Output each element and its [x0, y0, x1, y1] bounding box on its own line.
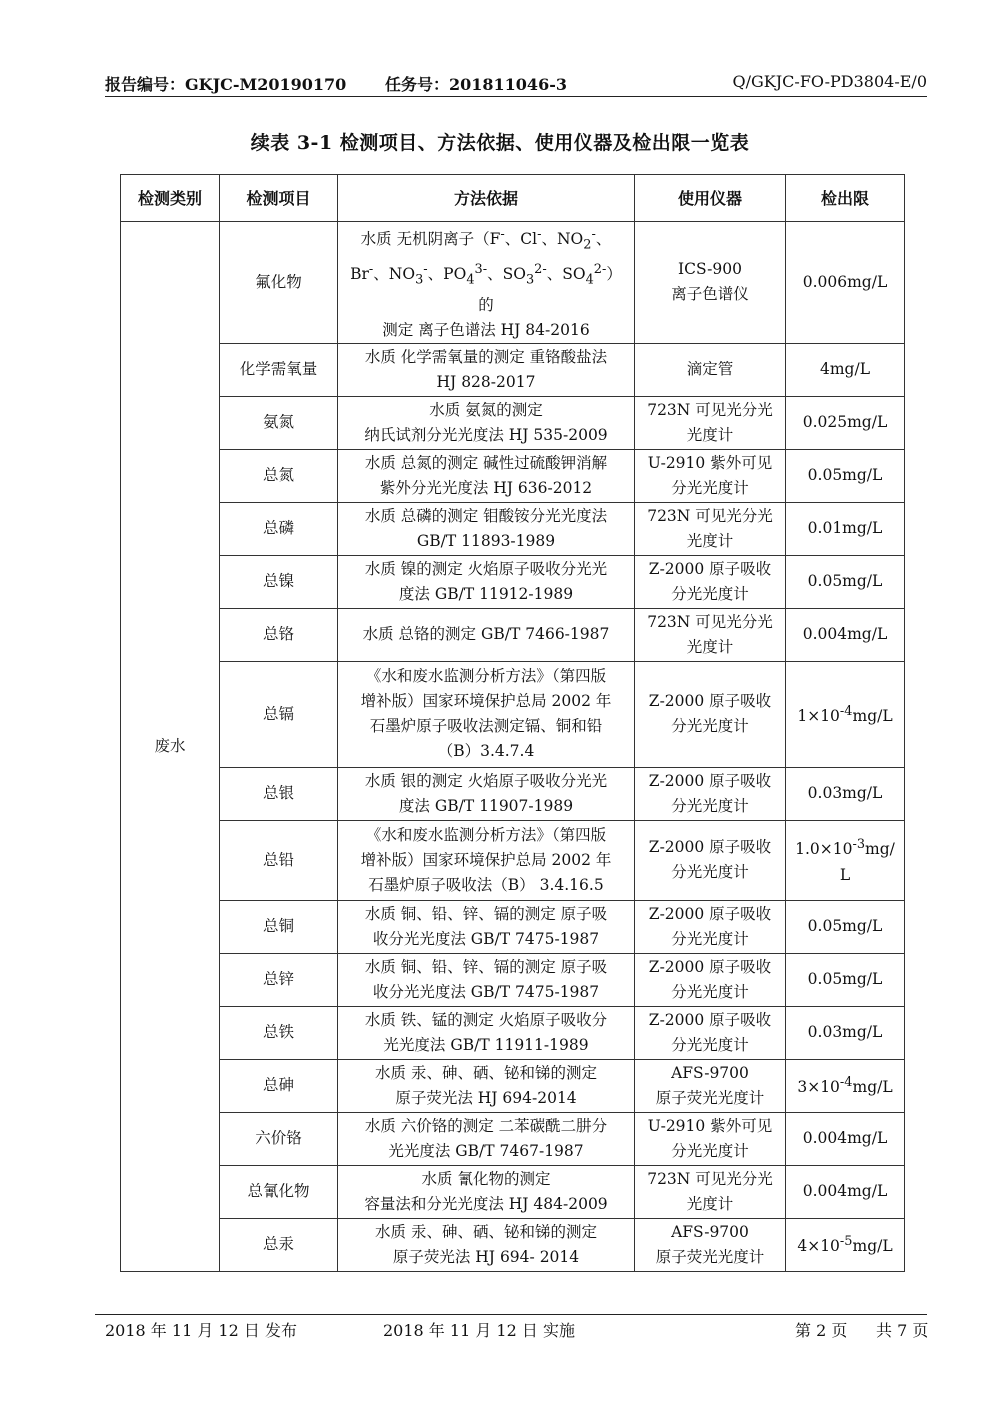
implement-date: 2018 年 11 月 12 日 实施 [383, 1321, 575, 1340]
limit-cell: $3\times 10^{-4}mg/L$ [786, 1059, 905, 1112]
instrument-cell: Z-2000 原子吸收 分光光度计 [635, 953, 786, 1006]
detection-table [120, 174, 905, 1272]
method-cell: 《水和废水监测分析方法》（第四版 增补版）国家环境保护总局 2002 年 石墨炉原子吸收法测定镉、铜和铅 （B）3.4.7.4 [338, 661, 635, 767]
method-cell: 水质 六价铬的测定 二苯碳酰二肼分 光光度法 GB/T 7467-1987 [338, 1112, 635, 1165]
header-item: 检测项目 [220, 175, 338, 222]
item-cell: 六价铬 [220, 1112, 338, 1165]
method-cell: 水质 银的测定 火焰原子吸收分光光 度法 GB/T 11907-1989 [338, 767, 635, 820]
table-row [121, 1165, 905, 1218]
table-row [121, 222, 905, 344]
category-cell: 废水 [121, 222, 220, 1272]
limit-cell: 0.05mg/L [786, 900, 905, 953]
instrument-cell: 滴定管 [635, 343, 786, 396]
table-row [121, 1218, 905, 1271]
table-row [121, 343, 905, 396]
table-row [121, 1006, 905, 1059]
item-cell: 化学需氧量 [220, 343, 338, 396]
instrument-cell: Z-2000 原子吸收 分光光度计 [635, 661, 786, 767]
limit-cell: 0.01mg/L [786, 502, 905, 555]
table-row [121, 900, 905, 953]
table-row [121, 396, 905, 449]
item-cell: 总锌 [220, 953, 338, 1006]
table-row [121, 608, 905, 661]
instrument-cell: Z-2000 原子吸收 分光光度计 [635, 555, 786, 608]
task-number: 任务号：201811046-3 [385, 75, 567, 94]
item-cell: 总镉 [220, 661, 338, 767]
method-cell: 水质 氰化物的测定 容量法和分光光度法 HJ 484-2009 [338, 1165, 635, 1218]
method-cell: 水质 铜、铅、锌、镉的测定 原子吸 收分光光度法 GB/T 7475-1987 [338, 953, 635, 1006]
limit-cell: 0.025mg/L [786, 396, 905, 449]
header-instrument: 使用仪器 [635, 175, 786, 222]
item-cell: 氟化物 [220, 222, 338, 344]
limit-cell: $4\times 10^{-5}mg/L$ [786, 1218, 905, 1271]
table-row [121, 820, 905, 900]
instrument-cell: Z-2000 原子吸收 分光光度计 [635, 767, 786, 820]
method-cell: 水质 总铬的测定 GB/T 7466-1987 [338, 608, 635, 661]
limit-cell: 0.004mg/L [786, 608, 905, 661]
instrument-cell: 723N 可见光分光 光度计 [635, 396, 786, 449]
item-cell: 总银 [220, 767, 338, 820]
method-cell: 水质 镍的测定 火焰原子吸收分光光 度法 GB/T 11912-1989 [338, 555, 635, 608]
instrument-cell: 723N 可见光分光 光度计 [635, 608, 786, 661]
table-row [121, 502, 905, 555]
instrument-cell: Z-2000 原子吸收 分光光度计 [635, 820, 786, 900]
item-cell: 总氰化物 [220, 1165, 338, 1218]
instrument-cell: AFS-9700 原子荧光光度计 [635, 1059, 786, 1112]
page-header [105, 70, 927, 97]
total-pages: 共 7 页 [876, 1321, 929, 1340]
method-cell: 水质 汞、砷、硒、铋和锑的测定 原子荧光法 HJ 694-2014 [338, 1059, 635, 1112]
limit-cell: 0.03mg/L [786, 1006, 905, 1059]
page-number: 第 2 页 [795, 1321, 848, 1340]
publish-date: 2018 年 11 月 12 日 发布 [105, 1321, 297, 1340]
instrument-cell: AFS-9700 原子荧光光度计 [635, 1218, 786, 1271]
item-cell: 总铜 [220, 900, 338, 953]
item-cell: 总铬 [220, 608, 338, 661]
method-cell: 水质 氨氮的测定 纳氏试剂分光光度法 HJ 535-2009 [338, 396, 635, 449]
limit-cell: 0.006mg/L [786, 222, 905, 344]
table-header-row [121, 175, 905, 222]
document-code: Q/GKJC-FO-PD3804-E/0 [732, 72, 927, 91]
method-cell: 水质 总磷的测定 钼酸铵分光光度法 GB/T 11893-1989 [338, 502, 635, 555]
item-cell: 总氮 [220, 449, 338, 502]
method-cell: 水质 化学需氧量的测定 重铬酸盐法 HJ 828-2017 [338, 343, 635, 396]
instrument-cell: U-2910 紫外可见 分光光度计 [635, 1112, 786, 1165]
item-cell: 氨氮 [220, 396, 338, 449]
table-row [121, 1112, 905, 1165]
table-row [121, 953, 905, 1006]
item-cell: 总镍 [220, 555, 338, 608]
report-number: 报告编号：GKJC-M20190170 [105, 75, 347, 94]
limit-cell: 0.05mg/L [786, 953, 905, 1006]
instrument-cell: 723N 可见光分光 光度计 [635, 502, 786, 555]
item-cell: 总铅 [220, 820, 338, 900]
header-category: 检测类别 [121, 175, 220, 222]
table-title: 续表 3-1 检测项目、方法依据、使用仪器及检出限一览表 [250, 132, 750, 154]
method-cell: 水质 汞、砷、硒、铋和锑的测定 原子荧光法 HJ 694- 2014 [338, 1218, 635, 1271]
limit-cell: 0.004mg/L [786, 1112, 905, 1165]
table-body [121, 222, 905, 1272]
table-row [121, 661, 905, 767]
method-cell: 水质 无机阴离子（F-、Cl-、$NO_2^-$、 Br-、$NO_3^-$、$PO_4^{3-}$、$SO_3^{2-}$、$SO_4^{2-}$）的 测定 离子色谱法 HJ 84-2016 [338, 222, 635, 344]
header-method: 方法依据 [338, 175, 635, 222]
table-row [121, 1059, 905, 1112]
limit-cell: 0.05mg/L [786, 449, 905, 502]
method-cell: 水质 铜、铅、锌、镉的测定 原子吸 收分光光度法 GB/T 7475-1987 [338, 900, 635, 953]
table-row [121, 767, 905, 820]
table-row [121, 555, 905, 608]
limit-cell: $1\times 10^{-4}mg/L$ [786, 661, 905, 767]
limit-cell: $1.0\times 10^{-3}mg/L$ [786, 820, 905, 900]
instrument-cell: 723N 可见光分光 光度计 [635, 1165, 786, 1218]
header-limit: 检出限 [786, 175, 905, 222]
instrument-cell: Z-2000 原子吸收 分光光度计 [635, 900, 786, 953]
method-cell: 水质 总氮的测定 碱性过硫酸钾消解 紫外分光光度法 HJ 636-2012 [338, 449, 635, 502]
footer-divider [95, 1314, 927, 1315]
limit-cell: 4mg/L [786, 343, 905, 396]
instrument-cell: U-2910 紫外可见 分光光度计 [635, 449, 786, 502]
item-cell: 总砷 [220, 1059, 338, 1112]
instrument-cell: Z-2000 原子吸收 分光光度计 [635, 1006, 786, 1059]
method-cell: 《水和废水监测分析方法》（第四版 增补版）国家环境保护总局 2002 年 石墨炉原子吸收法（B） 3.4.16.5 [338, 820, 635, 900]
item-cell: 总铁 [220, 1006, 338, 1059]
instrument-cell: ICS-900 离子色谱仪 [635, 222, 786, 344]
item-cell: 总汞 [220, 1218, 338, 1271]
method-cell: 水质 铁、锰的测定 火焰原子吸收分 光光度法 GB/T 11911-1989 [338, 1006, 635, 1059]
table-row [121, 449, 905, 502]
limit-cell: 0.03mg/L [786, 767, 905, 820]
item-cell: 总磷 [220, 502, 338, 555]
limit-cell: 0.004mg/L [786, 1165, 905, 1218]
limit-cell: 0.05mg/L [786, 555, 905, 608]
